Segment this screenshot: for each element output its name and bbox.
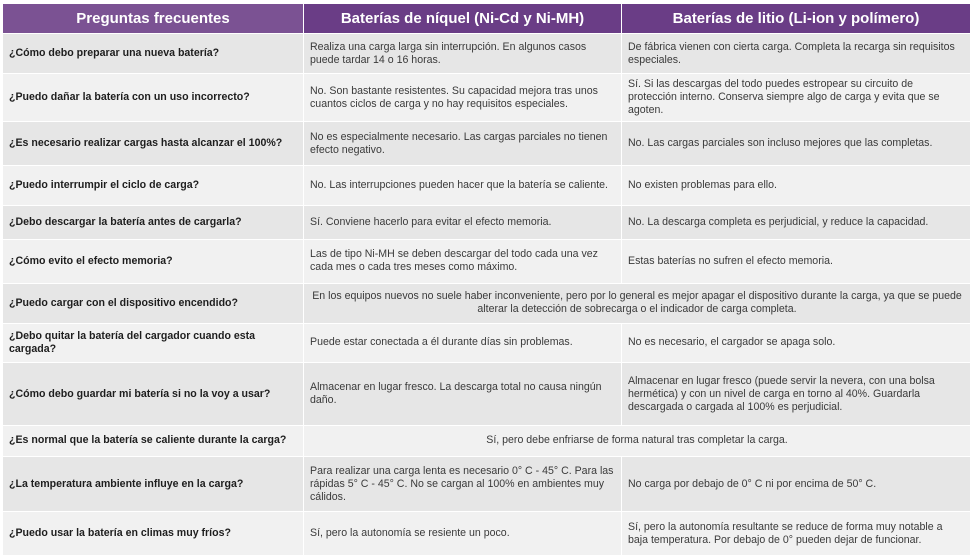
lithium-answer: No es necesario, el cargador se apaga solo. <box>622 323 971 362</box>
lithium-answer: No. Las cargas parciales son incluso mejores que las completas. <box>622 122 971 166</box>
question-cell: ¿Puedo dañar la batería con un uso incorrecto? <box>3 74 304 122</box>
table-row <box>3 363 971 426</box>
nickel-answer: Sí. Conviene hacerlo para evitar el efecto memoria. <box>304 206 622 240</box>
lithium-answer: Almacenar en lugar fresco (puede servir la nevera, con una bolsa hermética) y con un nivel de carga en torno al 40%. Guardarla descargada o cargada al 100% es perjudicial. <box>622 363 971 426</box>
table-row <box>3 34 971 74</box>
nickel-answer: Puede estar conectada a él durante días sin problemas. <box>304 323 622 362</box>
table-row <box>3 239 971 283</box>
shared-answer: Sí, pero debe enfriarse de forma natural tras completar la carga. <box>304 426 971 457</box>
nickel-answer: Sí, pero la autonomía se resiente un poco. <box>304 512 622 556</box>
lithium-answer: No. La descarga completa es perjudicial, y reduce la capacidad. <box>622 206 971 240</box>
table-row <box>3 323 971 362</box>
table-row <box>3 122 971 166</box>
nickel-answer: Realiza una carga larga sin interrupción. En algunos casos puede tardar 14 o 16 horas. <box>304 34 622 74</box>
question-cell: ¿Puedo usar la batería en climas muy fríos? <box>3 512 304 556</box>
header-row <box>3 4 971 34</box>
table-row <box>3 426 971 457</box>
nickel-answer: No. Son bastante resistentes. Su capacidad mejora tras unos cuantos ciclos de carga y no hay requisitos especiales. <box>304 74 622 122</box>
shared-answer: En los equipos nuevos no suele haber inconveniente, pero por lo general es mejor apagar el dispositivo durante la carga, ya que se puede alterar la detección de sobrecarga o el indicador de carga completa. <box>304 283 971 323</box>
table-row <box>3 206 971 240</box>
question-cell: ¿Debo descargar la batería antes de cargarla? <box>3 206 304 240</box>
lithium-answer: Sí, pero la autonomía resultante se reduce de forma muy notable a baja temperatura. Por debajo de 0° pueden dejar de funcionar. <box>622 512 971 556</box>
question-cell: ¿Cómo evito el efecto memoria? <box>3 239 304 283</box>
lithium-answer: No carga por debajo de 0° C ni por encima de 50° C. <box>622 456 971 512</box>
question-cell: ¿Es necesario realizar cargas hasta alcanzar el 100%? <box>3 122 304 166</box>
nickel-answer: No es especialmente necesario. Las cargas parciales no tienen efecto negativo. <box>304 122 622 166</box>
lithium-answer: Sí. Si las descargas del todo puedes estropear su circuito de protección interno. Conserva siempre algo de carga y evita que se agoten. <box>622 74 971 122</box>
nickel-answer: Las de tipo Ni-MH se deben descargar del todo cada una vez cada mes o cada tres meses como máximo. <box>304 239 622 283</box>
header-questions: Preguntas frecuentes <box>3 4 304 34</box>
table-row <box>3 512 971 556</box>
table-row <box>3 283 971 323</box>
nickel-answer: Para realizar una carga lenta es necesario 0° C - 45° C. Para las rápidas 5° C - 45° C. No se cargan al 100% en ambientes muy cálidos. <box>304 456 622 512</box>
lithium-answer: Estas baterías no sufren el efecto memoria. <box>622 239 971 283</box>
question-cell: ¿Cómo debo preparar una nueva batería? <box>3 34 304 74</box>
lithium-answer: De fábrica vienen con cierta carga. Completa la recarga sin requisitos especiales. <box>622 34 971 74</box>
table-row <box>3 456 971 512</box>
question-cell: ¿Puedo cargar con el dispositivo encendido? <box>3 283 304 323</box>
lithium-answer: No existen problemas para ello. <box>622 165 971 205</box>
table-row <box>3 74 971 122</box>
question-cell: ¿La temperatura ambiente influye en la carga? <box>3 456 304 512</box>
question-cell: ¿Es normal que la batería se caliente durante la carga? <box>3 426 304 457</box>
nickel-answer: Almacenar en lugar fresco. La descarga total no causa ningún daño. <box>304 363 622 426</box>
header-nickel: Baterías de níquel (Ni-Cd y Ni-MH) <box>304 4 622 34</box>
question-cell: ¿Debo quitar la batería del cargador cuando esta cargada? <box>3 323 304 362</box>
question-cell: ¿Puedo interrumpir el ciclo de carga? <box>3 165 304 205</box>
header-lithium: Baterías de litio (Li-ion y polímero) <box>622 4 971 34</box>
table-row <box>3 165 971 205</box>
question-cell: ¿Cómo debo guardar mi batería si no la voy a usar? <box>3 363 304 426</box>
nickel-answer: No. Las interrupciones pueden hacer que la batería se caliente. <box>304 165 622 205</box>
faq-table <box>2 3 971 556</box>
